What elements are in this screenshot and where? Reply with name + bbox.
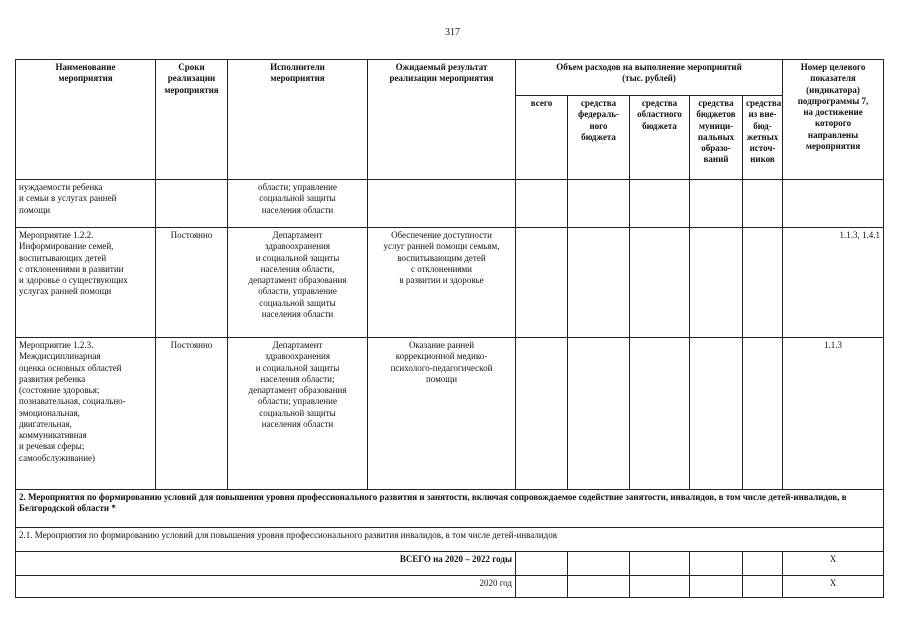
total-value [516, 576, 568, 598]
header-municipal: средства бюджетов муници- пальных образо- ваний [690, 96, 743, 180]
row-extra [743, 180, 783, 228]
row-period: Постоянно [156, 228, 228, 338]
row-municipal [690, 228, 743, 338]
row-federal [568, 338, 630, 490]
header-executors: Исполнители мероприятия [228, 60, 368, 180]
page-number: 317 [445, 27, 460, 38]
header-indicator: Номер целевого показателя (индикатора) подпрограммы 7, на достижение которого направлены мероприятия [783, 60, 884, 180]
row-regional [630, 338, 690, 490]
section-2-title: 2. Мероприятия по формированию условий для повышения уровня профессионального развития и занятости, включая сопровождаемое содействие занятости, инвалидов, в том числе детей-инвалидов, в Белгородской области * [16, 490, 884, 528]
row-federal [568, 180, 630, 228]
row-period: Постоянно [156, 338, 228, 490]
table-row [16, 338, 884, 490]
section-2-1-title: 2.1. Мероприятия по формированию условий для повышения уровня профессионального развития инвалидов, в том числе детей-инвалидов [16, 528, 884, 552]
total-value [690, 576, 743, 598]
total-value [630, 576, 690, 598]
row-regional [630, 228, 690, 338]
row-name: нуждаемости ребенка и семьи в услугах ранней помощи [16, 180, 156, 228]
row-result: Оказание ранней коррекционной медико- психолого-педагогической помощи [368, 338, 516, 490]
total-value [568, 576, 630, 598]
row-period [156, 180, 228, 228]
row-indicator: 1.1.3, 1.4.1 [783, 228, 884, 338]
header-regional: средства областного бюджета [630, 96, 690, 180]
total-value [568, 552, 630, 576]
total-value [743, 576, 783, 598]
row-executors: Департамент здравоохранения и социальной защиты населения области; департамент образования области; управление социальной защиты населения области [228, 338, 368, 490]
table-row [16, 228, 884, 338]
header-total: всего [516, 96, 568, 180]
measures-table [15, 59, 884, 598]
header-volume: Объем расходов на выполнение мероприятий (тыс. рублей) [516, 60, 783, 96]
header-period: Сроки реализации мероприятия [156, 60, 228, 180]
total-row [16, 552, 884, 576]
row-executors: Департамент здравоохранения и социальной защиты населения области, департамент образования области, управление социальной защиты населения области [228, 228, 368, 338]
total-label: ВСЕГО на 2020 – 2022 годы [16, 552, 516, 576]
total-value [516, 552, 568, 576]
header-result: Ожидаемый результат реализации мероприятия [368, 60, 516, 180]
row-name: Мероприятие 1.2.3. Междисциплинарная оценка основных областей развития ребенка (состояние здоровья; познавательная, социально- эмоциональная, двигательная, коммуникативная и речевая сферы; самообслуживание) [16, 338, 156, 490]
row-name: Мероприятие 1.2.2. Информирование семей, воспитывающих детей с отклонениями в развитии и здоровье о существующих услугах ранней помощи [16, 228, 156, 338]
total-value [630, 552, 690, 576]
row-municipal [690, 338, 743, 490]
header-extra: средства из вне- бюд- жетных источ- ников [743, 96, 783, 180]
total-value [690, 552, 743, 576]
row-extra [743, 338, 783, 490]
total-indicator: Х [783, 576, 884, 598]
row-extra [743, 228, 783, 338]
row-result: Обеспечение доступности услуг ранней помощи семьям, воспитывающим детей с отклонениями в развитии и здоровье [368, 228, 516, 338]
total-row [16, 576, 884, 598]
total-label: 2020 год [16, 576, 516, 598]
row-municipal [690, 180, 743, 228]
row-total [516, 228, 568, 338]
row-regional [630, 180, 690, 228]
row-executors: области; управление социальной защиты населения области [228, 180, 368, 228]
row-total [516, 338, 568, 490]
row-indicator: 1.1.3 [783, 338, 884, 490]
header-federal: средства федераль- ного бюджета [568, 96, 630, 180]
row-indicator [783, 180, 884, 228]
total-indicator: Х [783, 552, 884, 576]
total-value [743, 552, 783, 576]
table-row [16, 180, 884, 228]
row-total [516, 180, 568, 228]
header-name: Наименование мероприятия [16, 60, 156, 180]
row-federal [568, 228, 630, 338]
row-result [368, 180, 516, 228]
